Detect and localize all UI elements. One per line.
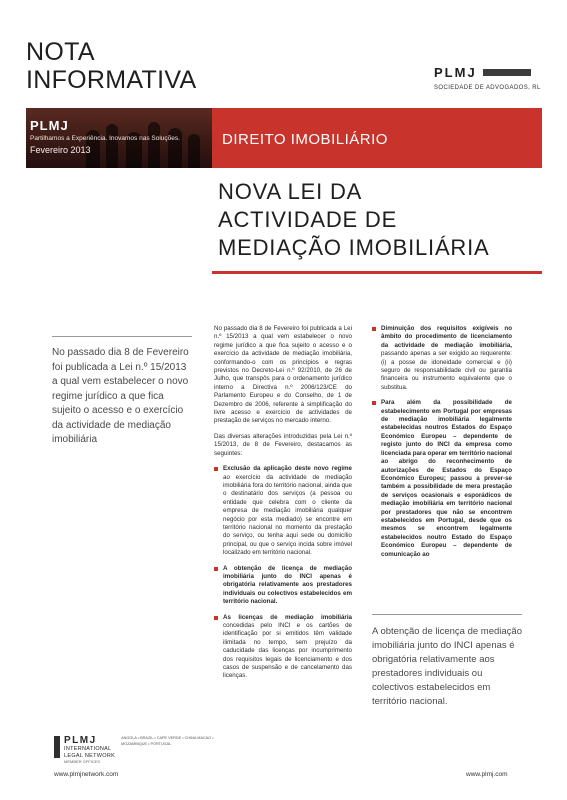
banner-text [30, 118, 180, 155]
bullet-item [214, 565, 352, 607]
bullet-item [372, 325, 512, 392]
pull-quote-left: No passado dia 8 de Fevereiro foi publicada a Lei n.º 15/2013 a qual vem estabelecer o novo regime jurídico a que fica sujeito o acesso e o exercício da actividade de mediação imobiliária [52, 336, 192, 448]
network-mark-icon [54, 736, 60, 758]
bullet-text: passando apenas a ser exigido ao requerente: (i) a posse de idoneidade comercial e (ii) seguro de responsabilidade civil ou garantia financeira ou instrumento equivalente que o substitua. [381, 350, 512, 391]
intro-paragraph: No passado dia 8 de Fevereiro foi publicada a Lei n.º 15/2013 a qual vem estabelecer o novo regime jurídico a que fica sujeito o acesso e o exercício da actividade de mediação imobiliária, conformando-o com os princípios e regras previstos no Decreto-Lei n.º 92/2010, de 26 de Julho, que transpôs para o ordenamento jurídico interno a Directiva n.º 2006/123/CE do Parlamento Europeu e do Conselho, de 1 de Dezembro de 2006, referente à simplificação do livre acesso e exercício de actividades de prestação de serviços no mercado interno. [214, 325, 352, 425]
body-column-right [372, 325, 512, 566]
article-title-line3: MEDIAÇÃO IMOBILIÁRIA [218, 235, 490, 260]
footer-member: MEMBER OFFICES [64, 759, 101, 764]
bullet-text: concedidas pelo INCI e os cartões de identificação por si emitidos têm validade ilimitada no tempo, sem prejuízo da caducidade das licenças por incumprimento dos requisitos legais de licenciamento e dos casos de suspensão e de cancelamento das licenças. [223, 622, 352, 680]
pull-quote-right: A obtenção de licença de mediação imobiliária junto do INCI apenas é obrigatória relativamente aos prestadores individuais ou colectivos estabelecidos em território nacional. [372, 614, 522, 709]
footer-site-link[interactable]: www.plmj.com [466, 771, 508, 778]
bullet-bold: A obtenção de licença de mediação imobiliária junto do INCI apenas é obrigatória relativamente aos prestadores individuais ou colectivos estabelecidos em território nacional. [223, 564, 352, 606]
logo-subtitle: SOCIEDADE DE ADVOGADOS, RL [434, 85, 541, 91]
logo-word: PLMJ [434, 65, 477, 80]
bullet-bold: As licenças de mediação imobiliária [223, 613, 352, 621]
bullet-text: ao exercício da actividade de mediação imobiliária fora do território nacional, ainda que o destinatário dos serviços (a pessoa ou entidade que celebra com o cliente da empresa de mediação imobiliária qualquer negócio por esta mediado) se encontre em território nacional no momento da prestação do serviço, ou tenha aqui sede ou domicílio principal, ou que o serviço incida sobre imóvel localizado em território nacional. [223, 473, 352, 557]
title-line-informativa: INFORMATIVA [26, 66, 197, 94]
bullet-square-icon [372, 327, 376, 331]
lead-paragraph: Das diversas alterações introduzidas pela Lei n.º 15/2013, de 8 de Fevereiro, destacamos as seguintes: [214, 432, 352, 457]
bullet-square-icon [214, 567, 218, 571]
footer-countries: ANGOLA • BRAZIL • CAPE VERDE • CHINA MACAO • MOZAMBIQUE • PORTUGAL [121, 736, 214, 746]
bullet-square-icon [372, 401, 376, 405]
footer-network-line2: LEGAL NETWORK [64, 752, 116, 759]
bullet-bold: Diminuição dos requisitos exigíveis no âmbito do procedimento de licenciamento da actividade de mediação imobiliária, [381, 325, 512, 349]
logo-bar [483, 69, 531, 76]
article-title-line2: ACTIVIDADE DE [218, 207, 398, 232]
body-column-middle [214, 325, 352, 688]
title-line-nota: NOTA [26, 38, 95, 66]
plmj-logo [434, 64, 544, 91]
article-title-line1: NOVA LEI DA [218, 179, 363, 204]
bullet-item [214, 465, 352, 557]
footer-network-line1: INTERNATIONAL [64, 746, 112, 752]
document-title [26, 38, 196, 94]
footer-network-link[interactable]: www.plmjnetwork.com [54, 771, 119, 778]
section-label: DIREITO IMOBILIÁRIO [222, 131, 388, 148]
footer-network-logo [54, 736, 254, 764]
bullet-bold: Exclusão da aplicação deste novo regime [223, 465, 352, 473]
banner-slogan: Partilhamos a Experiência. Inovamos nas Soluções. [30, 135, 180, 142]
banner-brand: PLMJ [30, 118, 69, 133]
banner-date: Fevereiro 2013 [30, 145, 91, 155]
bullet-text: Para além da possibilidade de estabelecimento em Portugal por empresas de mediação imobiliária legalmente estabelecidas noutros Estados do Espaço Económico Europeu – dependente de registo junto do INCI da empresa como licenciada para operar em território nacional ao abrigo do reconhecimento de autorizações de Estados do Espaço Económico Europeu; passou a prever-se também a possibilidade de mera prestação de serviços ocasionais e esporádicos de mediação imobiliária em território nacional por prestadores que não se encontrem estabelecidos em Portugal, desde que os mesmos se encontrem legalmente estabelecidos noutro Estado do Espaço Económico Europeu – dependente de comunicação ao [381, 399, 512, 558]
bullet-item [372, 399, 512, 559]
bullet-item [214, 614, 352, 681]
footer-brand: PLMJ [64, 735, 97, 746]
article-title [218, 178, 490, 262]
bullet-square-icon [214, 616, 218, 620]
bullet-square-icon [214, 467, 218, 471]
title-divider [212, 271, 542, 274]
